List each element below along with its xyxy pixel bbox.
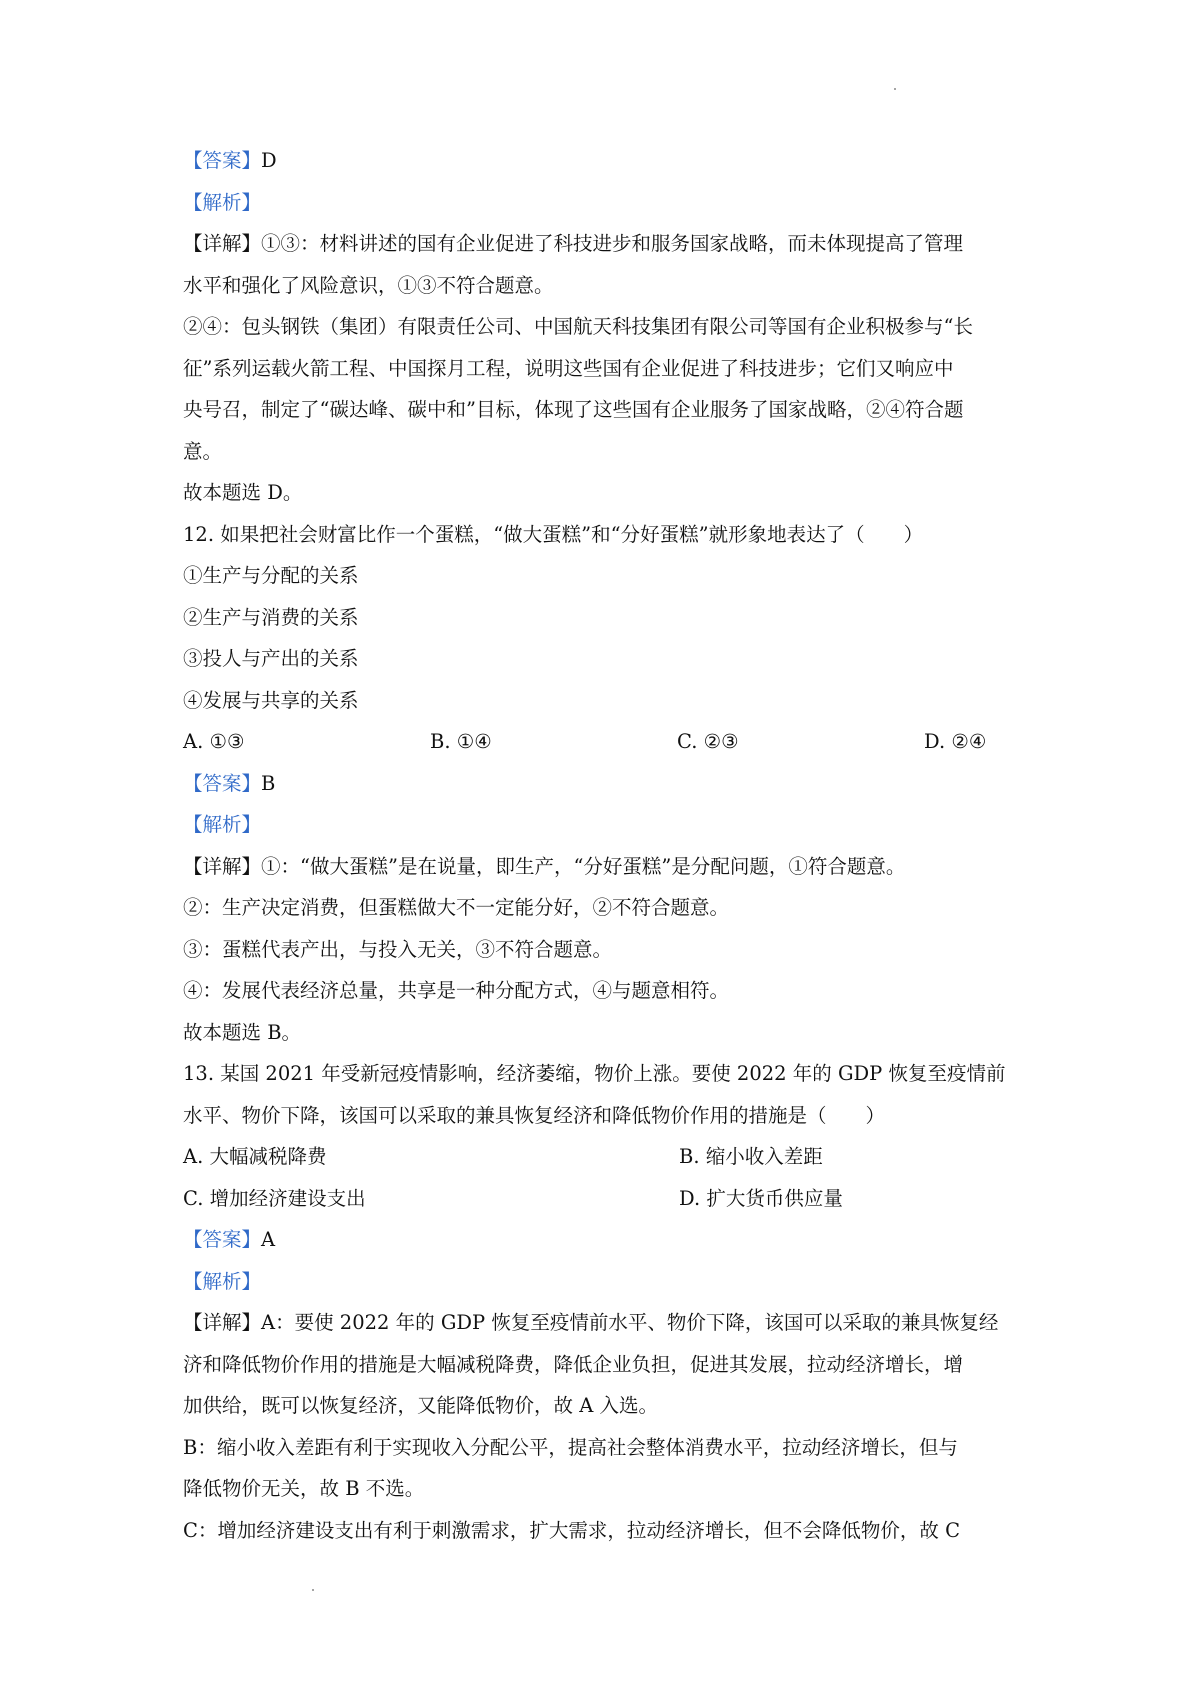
option-b: B. ①④ (430, 730, 492, 753)
question-stem: 水平、物价下降，该国可以采取的兼具恢复经济和降低物价作用的措施是（ ） (183, 1103, 886, 1127)
detail-line: 央号召，制定了“碳达峰、碳中和”目标，体现了这些国有企业服务了国家战略，②④符合题 (183, 398, 964, 421)
detail-line: C：增加经济建设支出有利于刺激需求，扩大需求，拉动经济增长，但不会降低物价，故 C (183, 1518, 961, 1542)
detail-line: B：缩小收入差距有利于实现收入分配公平，提高社会整体消费水平，拉动经济增长，但与 (183, 1435, 958, 1459)
option-a: A. 大幅减税降费 (183, 1145, 327, 1168)
detail-line: 加供给，既可以恢复经济，又能降低物价，故 A 入选。 (183, 1394, 658, 1417)
answer-value: A (261, 1228, 276, 1251)
answer-value: B (261, 771, 276, 795)
detail-line: ②：生产决定消费，但蛋糕做大不一定能分好，②不符合题意。 (183, 896, 730, 919)
detail-line: ②④：包头钢铁（集团）有限责任公司、中国航天科技集团有限公司等国有企业积极参与“长 (183, 315, 973, 338)
answer-tag: 【答案】 (183, 1228, 262, 1251)
detail-line: 【详解】①：“做大蛋糕”是在说量，即生产，“分好蛋糕”是分配问题，①符合题意。 (183, 854, 906, 878)
question-stem: 12. 如果把社会财富比作一个蛋糕，“做大蛋糕”和“分好蛋糕”就形象地表达了（ ） (183, 522, 924, 546)
answer-tag: 【答案】 (183, 149, 262, 172)
analysis-tag: 【解析】 (183, 813, 262, 836)
analysis-line (183, 182, 1023, 224)
answer-line (183, 763, 1023, 805)
detail-line: 水平和强化了风险意识，①③不符合题意。 (183, 273, 554, 297)
question-stem: 13. 某国 2021 年受新冠疫情影响，经济萎缩，物价上涨。要使 2022 年的 GDP 恢复至疫情前 (183, 1062, 1006, 1085)
answer-tag: 【答案】 (183, 771, 262, 795)
scan-speck (894, 88, 896, 90)
answer-line (183, 140, 1023, 182)
option-c: C. 增加经济建设支出 (183, 1186, 366, 1210)
option-d: D. ②④ (924, 730, 987, 753)
analysis-line (183, 804, 1023, 846)
detail-line: 征”系列运载火箭工程、中国探月工程，说明这些国有企业促进了科技进步；它们又响应中 (183, 356, 954, 380)
detail-tag: 【详解】 (183, 1311, 262, 1334)
detail-line: ③：蛋糕代表产出，与投入无关，③不符合题意。 (183, 937, 613, 961)
option-a: A. ①③ (183, 730, 245, 753)
scan-speck (312, 1589, 314, 1591)
detail-line: ④：发展代表经济总量，共享是一种分配方式，④与题意相符。 (183, 979, 730, 1002)
conclusion-line: 故本题选 D。 (183, 481, 303, 504)
option-d: D. 扩大货币供应量 (679, 1186, 843, 1210)
statement-item: ④发展与共享的关系 (183, 688, 359, 712)
option-c: C. ②③ (677, 730, 739, 753)
options-row (183, 1178, 1023, 1220)
document-body (183, 140, 1023, 1551)
detail-line: 降低物价无关，故 B 不选。 (183, 1477, 425, 1500)
analysis-tag: 【解析】 (183, 1269, 262, 1293)
statement-item: ②生产与消费的关系 (183, 605, 359, 629)
option-b: B. 缩小收入差距 (679, 1145, 823, 1168)
detail-line: 济和降低物价作用的措施是大幅减税降费，降低企业负担，促进其发展，拉动经济增长，增 (183, 1352, 964, 1376)
detail-tag: 【详解】 (183, 232, 262, 255)
options-row (183, 1136, 1023, 1178)
analysis-line (183, 1261, 1023, 1303)
answer-value: D (261, 149, 277, 172)
options-row (183, 721, 1023, 763)
answer-line (183, 1219, 1023, 1261)
detail-line: 【详解】A：要使 2022 年的 GDP 恢复至疫情前水平、物价下降，该国可以采取的兼具恢复经 (183, 1311, 999, 1334)
detail-tag: 【详解】 (183, 854, 262, 878)
statement-item: ③投人与产出的关系 (183, 647, 359, 670)
detail-line: 意。 (183, 439, 223, 463)
conclusion-line: 故本题选 B。 (183, 1020, 302, 1044)
detail-line: 【详解】①③：材料讲述的国有企业促进了科技进步和服务国家战略，而未体现提高了管理 (183, 232, 964, 255)
analysis-tag: 【解析】 (183, 190, 262, 214)
statement-item: ①生产与分配的关系 (183, 564, 359, 587)
